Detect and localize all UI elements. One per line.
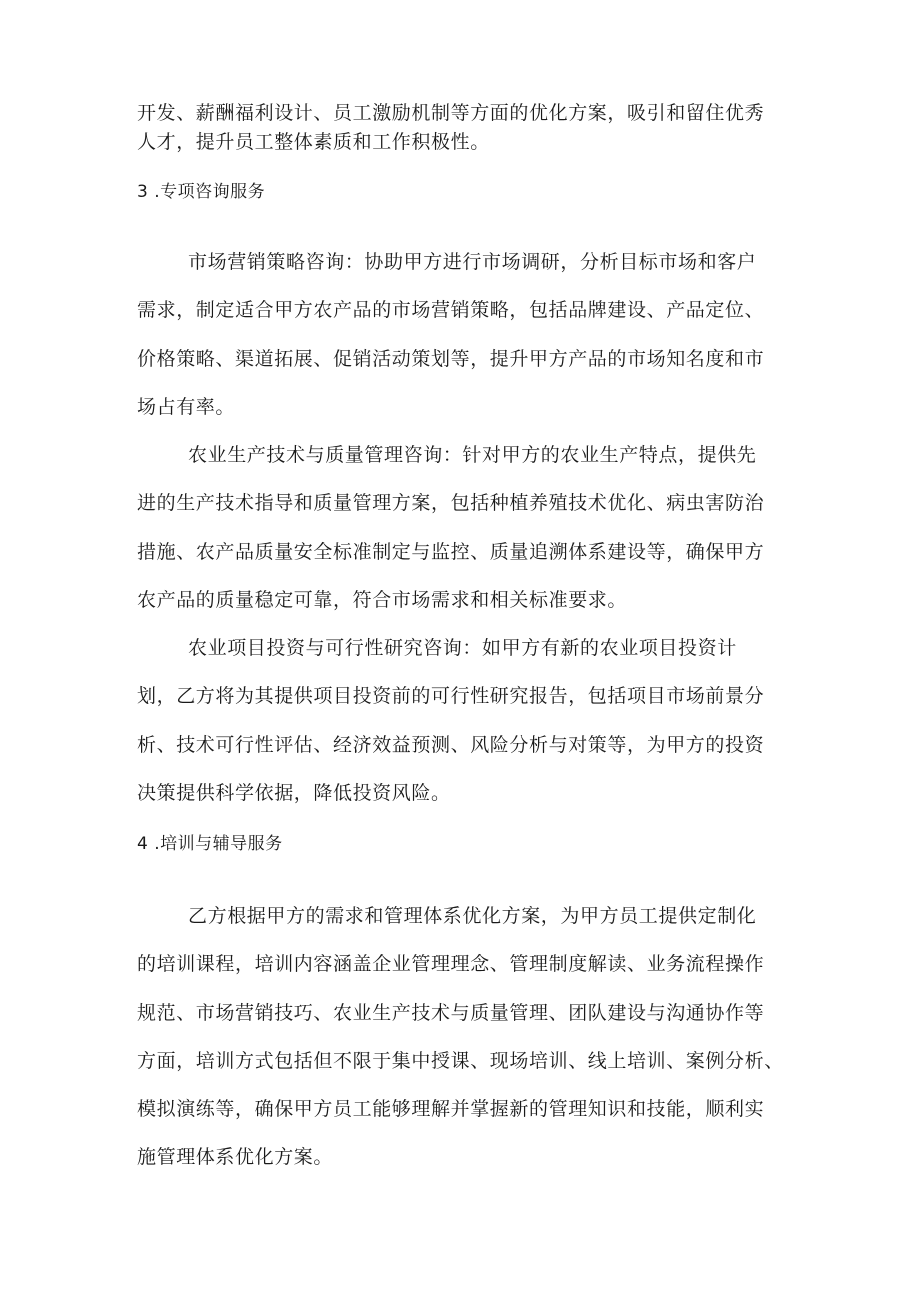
marketing-line-2: 需求，制定适合甲方农产品的市场营销策略，包括品牌建设、产品定位、	[137, 299, 765, 321]
marketing-line-4: 场占有率。	[137, 396, 236, 418]
marketing-line-3: 价格策略、渠道拓展、促销活动策划等，提升甲方产品的市场知名度和市	[137, 348, 765, 370]
training-line-5: 模拟演练等，确保甲方员工能够理解并掌握新的管理知识和技能，顺利实	[137, 1098, 765, 1120]
training-line-6: 施管理体系优化方案。	[137, 1146, 334, 1168]
intro-line-1: 开发、薪酬福利设计、员工激励机制等方面的优化方案，吸引和留住优秀	[137, 102, 765, 124]
production-line-4: 农产品的质量稳定可靠，符合市场需求和相关标准要求。	[137, 589, 628, 611]
investment-line-4: 决策提供科学依据，降低投资风险。	[137, 782, 451, 804]
training-line-1: 乙方根据甲方的需求和管理体系优化方案，为甲方员工提供定制化	[188, 905, 757, 927]
investment-line-1: 农业项目投资与可行性研究咨询：如甲方有新的农业项目投资计	[188, 637, 737, 659]
section-4-heading: 4 .培训与辅导服务	[137, 834, 283, 854]
training-line-2: 的培训课程，培训内容涵盖企业管理理念、管理制度解读、业务流程操作	[137, 953, 765, 975]
marketing-line-1: 市场营销策略咨询：协助甲方进行市场调研，分析目标市场和客户	[188, 251, 757, 273]
investment-line-2: 划，乙方将为其提供项目投资前的可行性研究报告，包括项目市场前景分	[137, 685, 765, 707]
investment-line-3: 析、技术可行性评估、经济效益预测、风险分析与对策等，为甲方的投资	[137, 734, 765, 756]
production-line-3: 措施、农产品质量安全标准制定与监控、质量追溯体系建设等，确保甲方	[137, 541, 765, 563]
training-line-3: 规范、市场营销技巧、农业生产技术与质量管理、团队建设与沟通协作等	[137, 1002, 765, 1024]
section-3-heading: 3 .专项咨询服务	[137, 182, 266, 202]
intro-line-2: 人才，提升员工整体素质和工作积极性。	[137, 131, 490, 153]
training-line-4: 方面，培训方式包括但不限于集中授课、现场培训、线上培训、案例分析、	[137, 1050, 784, 1072]
production-line-1: 农业生产技术与质量管理咨询：针对甲方的农业生产特点，提供先	[188, 444, 757, 466]
production-line-2: 进的生产技术指导和质量管理方案，包括种植养殖技术优化、病虫害防治	[137, 492, 765, 514]
